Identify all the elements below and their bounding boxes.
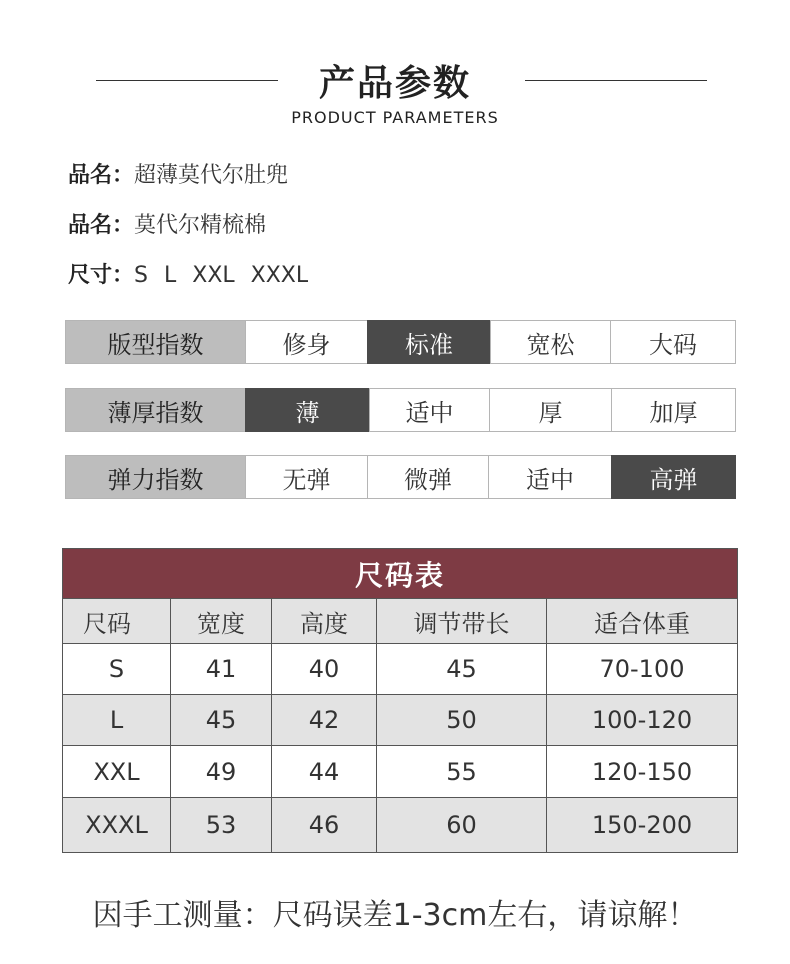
table-cell: 53 <box>171 798 272 853</box>
table-cell: 60 <box>377 798 547 853</box>
index-label: 薄厚指数 <box>65 388 246 432</box>
info-line-material <box>68 208 266 239</box>
table-cell: 42 <box>272 695 377 746</box>
table-cell: L <box>62 695 171 746</box>
table-cell: 55 <box>377 746 547 798</box>
table-cell: 41 <box>171 644 272 695</box>
table-cell: 49 <box>171 746 272 798</box>
table-cell: 44 <box>272 746 377 798</box>
column-header: 宽度 <box>171 599 272 644</box>
column-header: 尺码 <box>62 599 171 644</box>
index-option: 宽松 <box>490 320 611 364</box>
size-item: XXL <box>192 263 235 288</box>
size-table-title: 尺码表 <box>62 548 738 599</box>
measurement-note: 因手工测量：尺码误差1-3cm左右，请谅解！ <box>92 898 698 933</box>
size-table <box>62 548 738 853</box>
table-cell: 50 <box>377 695 547 746</box>
index-option: 适中 <box>369 388 490 432</box>
table-cell: 70-100 <box>547 644 738 695</box>
table-row <box>62 695 738 746</box>
table-row <box>62 746 738 798</box>
page-subtitle: PRODUCT PARAMETERS <box>291 108 499 127</box>
size-list <box>134 263 324 288</box>
size-item: XXXL <box>250 263 309 288</box>
info-value: 莫代尔精梳棉 <box>134 213 267 238</box>
table-cell: XXXL <box>62 798 171 853</box>
table-cell: 100-120 <box>547 695 738 746</box>
size-item: S <box>134 263 148 288</box>
info-key: 品名： <box>68 163 135 188</box>
column-header: 调节带长 <box>377 599 547 644</box>
table-row <box>62 644 738 695</box>
index-option: 厚 <box>489 388 612 432</box>
index-option: 无弹 <box>245 455 368 499</box>
index-option: 加厚 <box>611 388 736 432</box>
page-title: 产品参数 <box>318 63 471 104</box>
table-cell: S <box>62 644 171 695</box>
index-option-selected: 高弹 <box>611 455 736 499</box>
info-key: 尺寸： <box>68 263 135 288</box>
column-header: 适合体重 <box>547 599 738 644</box>
table-cell: 45 <box>377 644 547 695</box>
index-option-selected: 标准 <box>367 320 491 364</box>
table-header-row <box>62 599 738 644</box>
table-cell: 120-150 <box>547 746 738 798</box>
table-row <box>62 798 738 853</box>
index-row-fit <box>65 320 736 366</box>
index-label: 版型指数 <box>65 320 246 364</box>
table-cell: 45 <box>171 695 272 746</box>
index-option-selected: 薄 <box>245 388 370 432</box>
info-line-sizes <box>68 258 324 289</box>
index-row-elasticity <box>65 455 736 501</box>
index-label: 弹力指数 <box>65 455 246 499</box>
index-option: 适中 <box>488 455 612 499</box>
info-key: 品名： <box>68 213 135 238</box>
table-cell: 40 <box>272 644 377 695</box>
info-value: 超薄莫代尔肚兜 <box>134 163 289 188</box>
column-header: 高度 <box>272 599 377 644</box>
size-item: L <box>163 263 177 288</box>
index-option: 大码 <box>610 320 736 364</box>
index-option: 微弹 <box>367 455 489 499</box>
index-option: 修身 <box>245 320 368 364</box>
table-cell: 46 <box>272 798 377 853</box>
table-cell: XXL <box>62 746 171 798</box>
index-row-thickness <box>65 388 736 434</box>
info-line-product-name <box>68 158 288 189</box>
table-cell: 150-200 <box>547 798 738 853</box>
